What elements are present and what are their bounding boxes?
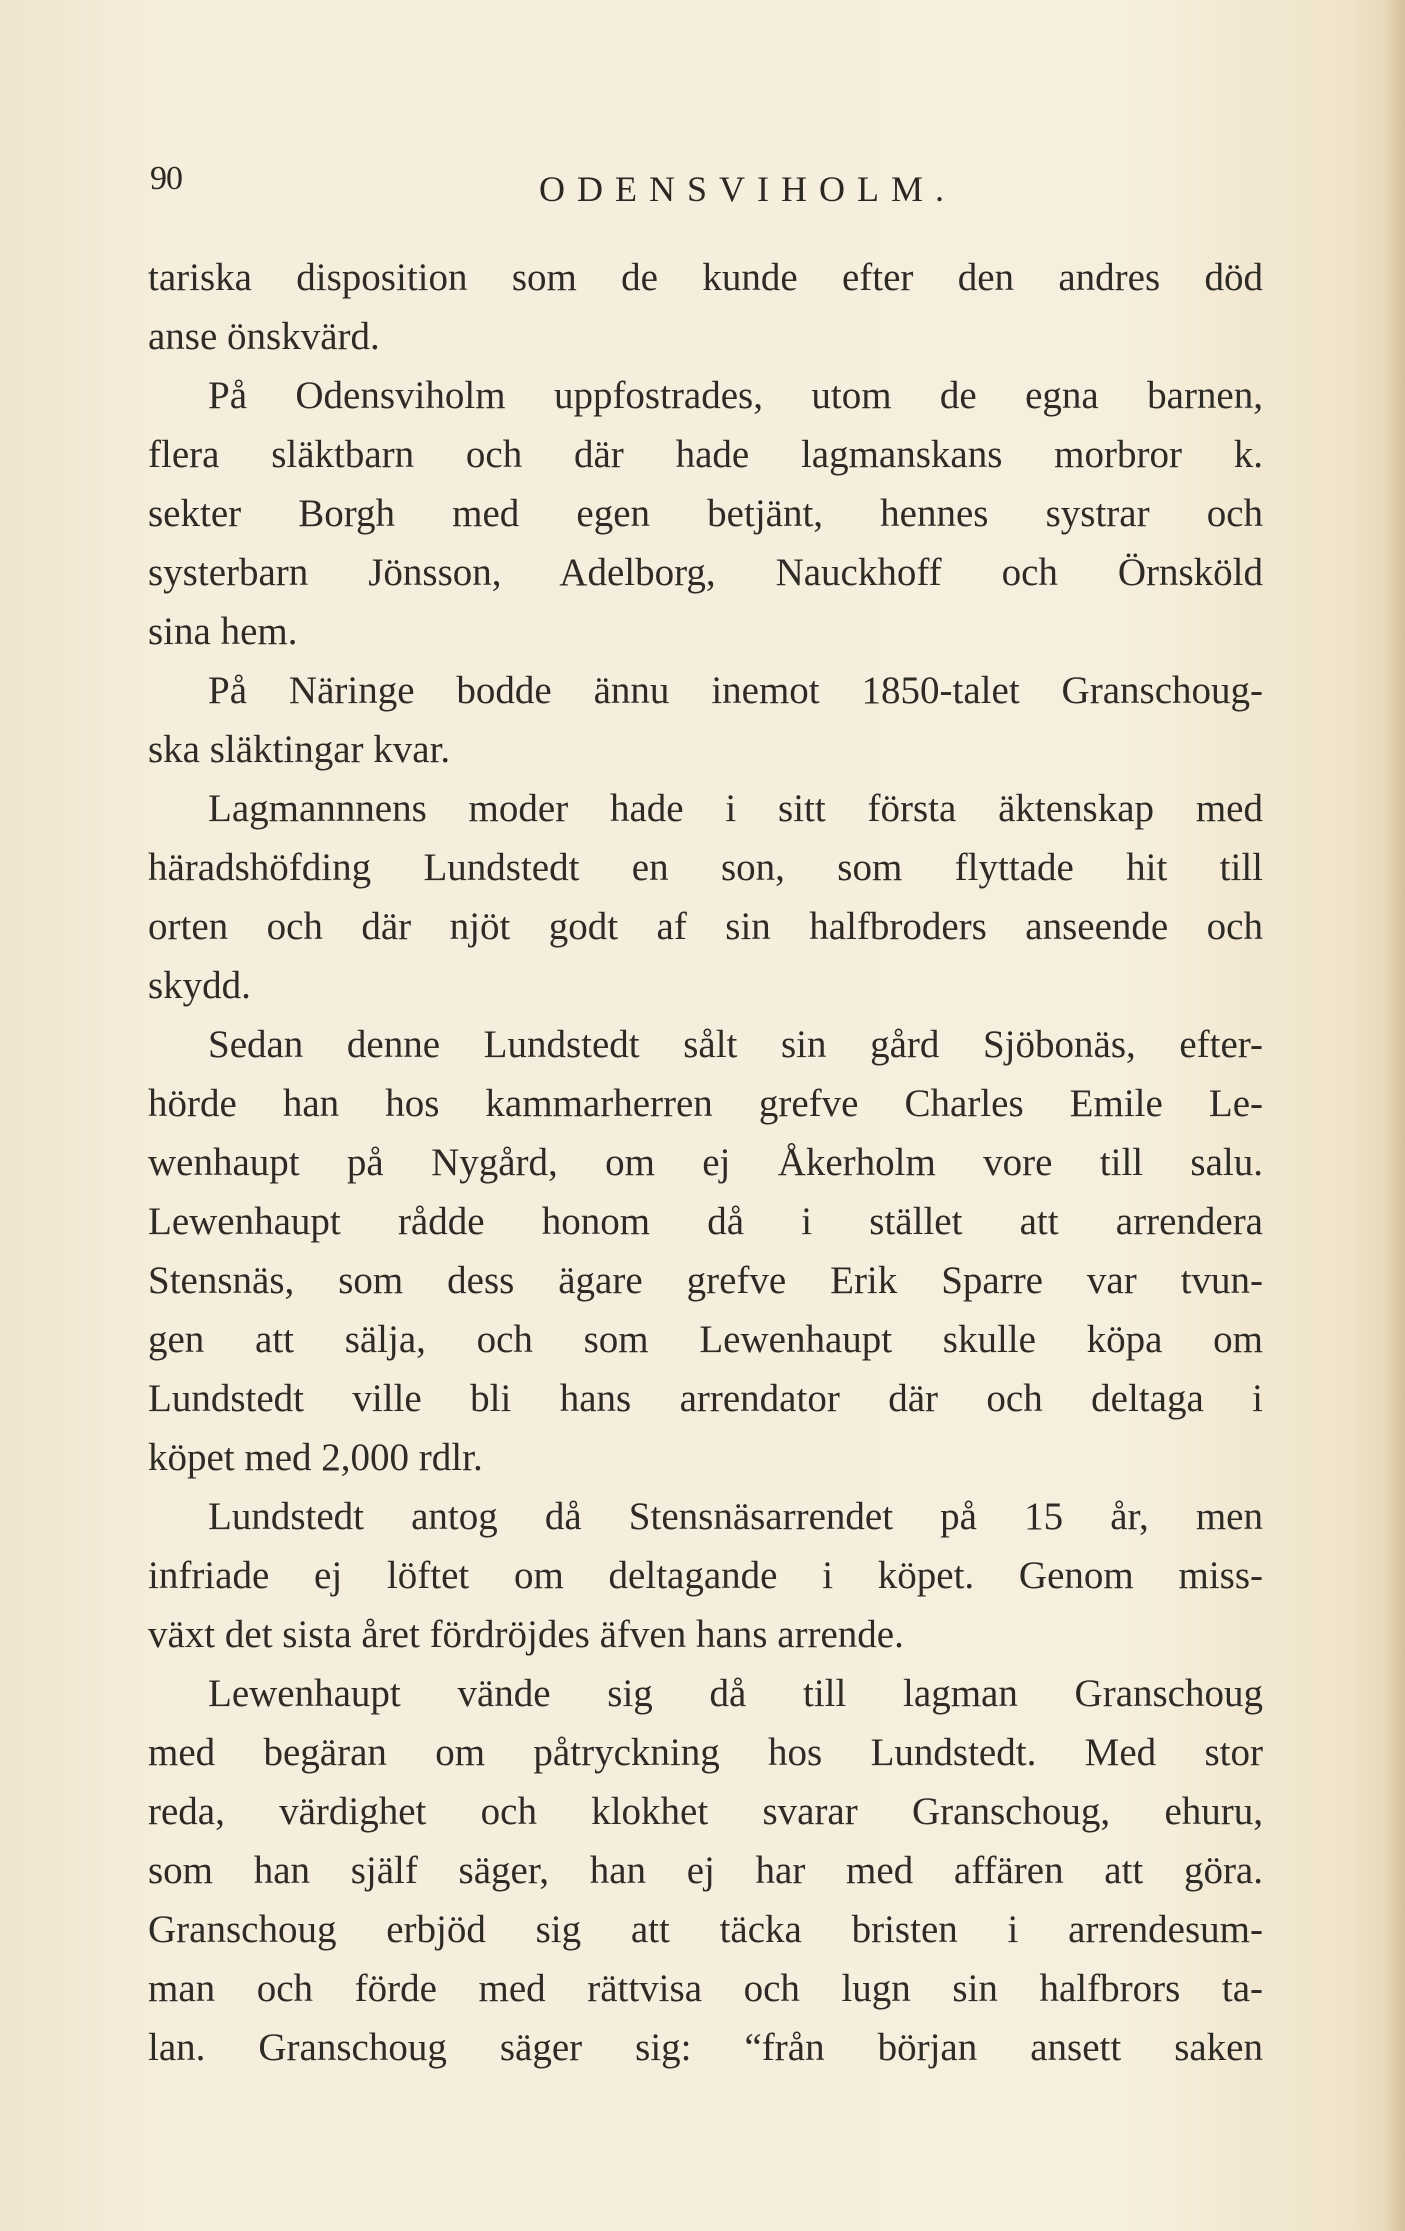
page-number: 90 <box>150 160 182 197</box>
text-line: Stensnäs, som dess ägare grefve Erik Sparre var tvun- <box>148 1259 1263 1302</box>
text-line: gen att sälja, och som Lewenhaupt skulle köpa om <box>148 1318 1263 1361</box>
text-line: lan. Granschoug säger sig: “från början ansett saken <box>148 2026 1263 2069</box>
text-line: Lagmannnens moder hade i sitt första äktenskap med <box>208 787 1263 830</box>
text-line: man och förde med rättvisa och lugn sin halfbrors ta- <box>148 1967 1263 2010</box>
text-line: På Näringe bodde ännu inemot 1850-talet Granschoug- <box>208 669 1263 712</box>
text-line: med begäran om påtryckning hos Lundstedt. Med stor <box>148 1731 1263 1774</box>
text-line: skydd. <box>148 964 251 1007</box>
text-line: sekter Borgh med egen betjänt, hennes systrar och <box>148 492 1263 535</box>
text-line: som han själf säger, han ej har med affären att göra. <box>148 1849 1263 1892</box>
text-line: Granschoug erbjöd sig att täcka bristen i arrendesum- <box>148 1908 1263 1951</box>
paragraph <box>148 248 1263 366</box>
page-header <box>150 160 1265 220</box>
text-line: Sedan denne Lundstedt sålt sin gård Sjöbonäs, efter- <box>208 1023 1263 1066</box>
text-line: tariska disposition som de kunde efter den andres död <box>148 256 1263 299</box>
paragraph <box>148 1015 1263 1487</box>
text-line: köpet med 2,000 rdlr. <box>148 1436 483 1479</box>
text-line: Lundstedt ville bli hans arrendator där och deltaga i <box>148 1377 1263 1420</box>
text-line: anse önskvärd. <box>148 315 380 358</box>
text-line: Lewenhaupt vände sig då till lagman Granschoug <box>208 1672 1263 1715</box>
text-line: infriade ej löftet om deltagande i köpet. Genom miss- <box>148 1554 1263 1597</box>
paragraph <box>148 1664 1263 2077</box>
text-line: ska släktingar kvar. <box>148 728 451 771</box>
text-line: växt det sista året fördröjdes äfven hans arrende. <box>148 1613 904 1656</box>
text-line: häradshöfding Lundstedt en son, som flyttade hit till <box>148 846 1263 889</box>
paragraph <box>148 366 1263 661</box>
paragraph <box>148 661 1263 779</box>
text-line: sina hem. <box>148 610 298 653</box>
text-line: Lundstedt antog då Stensnäsarrendet på 15 år, men <box>208 1495 1263 1538</box>
paragraph <box>148 779 1263 1015</box>
text-line: systerbarn Jönsson, Adelborg, Nauckhoff och Örnsköld <box>148 551 1263 594</box>
body-text <box>148 248 1263 2077</box>
text-line: orten och där njöt godt af sin halfbroders anseende och <box>148 905 1263 948</box>
text-line: wenhaupt på Nygård, om ej Åkerholm vore till salu. <box>148 1141 1263 1184</box>
text-line: reda, värdighet och klokhet svarar Granschoug, ehuru, <box>148 1790 1263 1833</box>
text-line: Lewenhaupt rådde honom då i stället att arrendera <box>148 1200 1263 1243</box>
text-line: flera släktbarn och där hade lagmanskans morbror k. <box>148 433 1263 476</box>
text-line: På Odensviholm uppfostrades, utom de egna barnen, <box>208 374 1263 417</box>
running-title: ODENSVIHOLM. <box>539 169 956 209</box>
paragraph <box>148 1487 1263 1664</box>
text-line: hörde han hos kammarherren grefve Charles Emile Le- <box>148 1082 1263 1125</box>
